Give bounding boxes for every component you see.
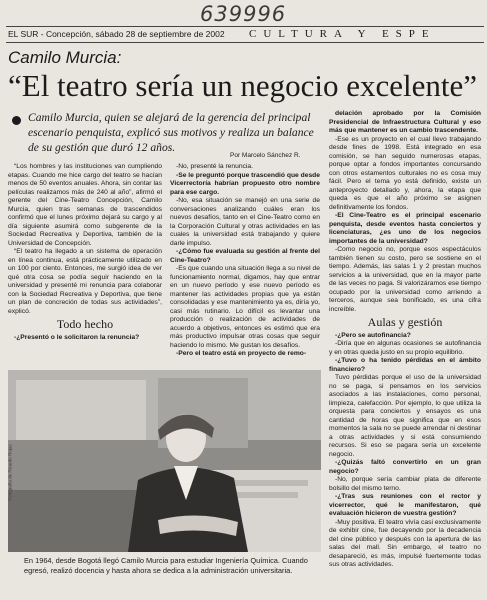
interview-question: -¿Pero se autofinancia? <box>335 331 411 339</box>
photo-caption: En 1964, desde Bogotá llegó Camilo Murcia para estudiar Ingeniería Química. Cuando egresó, realizó docencia y hasta ahora se dedica a la administración universitaria. <box>24 556 308 575</box>
interview-question: delación aprobado por la Comisión Presidencial de Infraestructura Cultural y eso más que mantener es un cambio trascendente. <box>329 110 481 134</box>
paragraph: -No, porque sería cambiar plata de diferente bolsillo del mismo terno. <box>329 476 481 492</box>
paragraph: -No, esa situación se manejó en una serie de conversaciones analizando cuáles eran los nuevos desafíos, tanto en el Cine-Teatro como en la Corporación Cultural y otras actividades en las cuales la universidad está trabajando y quiere darle impulso. <box>170 197 320 247</box>
paragraph: “El teatro ha llegado a un sistema de operación en línea continua, está prácticamente utilizado en un 100 por ciento. Entonces, me surgió idea de ver qué otra cosa se podía seguir haciendo en la universidad y presenté mi renuncia para colaborar con la Sociedad Recreativa y Deportiva, que tiene un plan de concreción de todas sus actividades”, explicó. <box>8 248 162 315</box>
interview-question: -¿Presentó o le solicitaron la renuncia? <box>14 333 140 341</box>
article-headline: “El teatro sería un negocio excelente” <box>8 68 478 103</box>
article-kicker: Camilo Murcia: <box>8 48 122 67</box>
paragraph: -No, presenté la renuncia. <box>176 163 253 170</box>
interview-question: -¿Quizás faltó convertirlo en un gran negocio? <box>329 459 481 475</box>
paragraph: “Los hombres y las instituciones van cumpliendo etapas. Cuando me hice cargo del teatro se hacían menos de 50 eventos anuales. Ahora, sin contar las películas realizamos más de 240 al año”, afirmó el gerente del Cine-Teatro Concepción, Camilo Murcia, quien tras semanas de trascendidos confirmó que el lunes próximo dejará su cargo y al día siguiente asumirá como subgerente de la Sociedad Recreativa y Deportiva, también de la Universidad de Concepción. <box>8 163 162 247</box>
paragraph: -Es que cuando una situación llega a su nivel de funcionamiento normal, digamos, hay que entrar en un nuevo período y ese nuevo período es mantener las actividades propias que ya están consolidadas y ese mantenimiento ya es, diría yo, casi más rutinario. Lo difícil es levantar una producción o realización de actividades de acuerdo a objetivos, entonces es estimó que era más productivo impulsar otras cosas que seguir haciendo lo mismo. Me gustan los desafíos. <box>170 265 320 349</box>
interview-question: -¿Tuvo o ha tenido pérdidas en el ámbito financiero? <box>329 357 481 373</box>
section-title: CULTURA Y ESPE <box>249 28 436 40</box>
paragraph: -Diría que en algunas ocasiones se autofinancia y en otras queda justo en su propio equilibrio. <box>329 340 481 356</box>
interview-question: -¿Cómo fue evaluada su gestión al frente del Cine-Teatro? <box>170 248 320 264</box>
masthead <box>6 26 484 43</box>
interview-question: -Se le preguntó porque trascendió que desde Vicerrectoría habrían propuesto otro nombre para ese cargo. <box>170 171 320 196</box>
bullet-icon <box>12 116 21 125</box>
article-column-2 <box>170 163 320 361</box>
archive-number: 639996 <box>200 2 287 26</box>
article-column-1 <box>8 163 162 359</box>
interview-question: -Pero el teatro está en proyecto de remo- <box>176 350 307 357</box>
paragraph: -Ese es un proyecto en el cual llevo trabajando desde fines de 1998. Está integrado en esa comisión, se han seguido numerosas etapas, porque optar a fondos importantes concursando con otros estamentos culturales no es cosa muy fácil. Pero el tema yo está definido, existe un anteproyecto detallado y, ahora, la etapa que queda es que el año próximo se asignen definitivamente los fondos. <box>329 135 481 211</box>
paragraph: -Como negocio no, porque esos espectáculos también tienen su costo, pero se sostiene en el tiempo. Además, las salas 1 y 2 prestan muchos servicios a la universidad, que en la mayor parte de las veces no paga. Si valorizáramos ese tiempo ocupado por la universidad como arriendo a terceros, aunque sea bonificado, es una cifra increíble. <box>329 246 481 313</box>
article-column-3 <box>329 110 481 598</box>
subheading: Aulas y gestión <box>367 315 443 329</box>
interview-question: -El Cine-Teatro es el principal escenario penquista, desde eventos hasta conciertos y licenciaturas, ¿es uno de los negocios importantes de la universidad? <box>329 212 481 245</box>
paragraph: Tuvo pérdidas porque el uso de la universidad no se paga, si pensamos en los servicios asociados a las instalaciones, como personal, limpieza, calefacción. Por ejemplo, lo que utiliza la orquesta para conciertos y ensayos es una cantidad de horas que significa que en esos momentos la sala no se puede arrendar ni destinar a otras actividades y si está consumiendo recursos. Si eso se pagara sería un excelente negocio. <box>329 374 481 458</box>
subheading: Todo hecho <box>56 317 114 331</box>
photo-credit: Fotografía de Ricardo Rojas <box>7 444 13 501</box>
interview-question: -¿Tras sus reuniones con el rector y vicerrector, qué le manifestaron, qué evaluación hicieron de vuestra gestión? <box>329 493 481 517</box>
paragraph: -Muy positiva. El teatro vivía casi exclusivamente de exhibir cine, fue decayendo por la decadencia del cine público y después con la apertura de las salas del mall. Sin embargo, el teatro no desapareció, es más, impulsé fuertemente todas sus otras actividades. <box>329 518 481 568</box>
newspaper-dateline: EL SUR - Concepción, sábado 28 de septiembre de 2002 <box>8 29 225 39</box>
photo-illustration <box>8 370 321 552</box>
byline: Por Marcelo Sánchez R. <box>230 152 301 159</box>
article-lead: Camilo Murcia, quien se alejará de la gerencia del principal escenario penquista, explicó sus motivos y realiza un balance de su gestión que duró 12 años. <box>28 111 314 154</box>
portrait-photo <box>8 370 321 552</box>
